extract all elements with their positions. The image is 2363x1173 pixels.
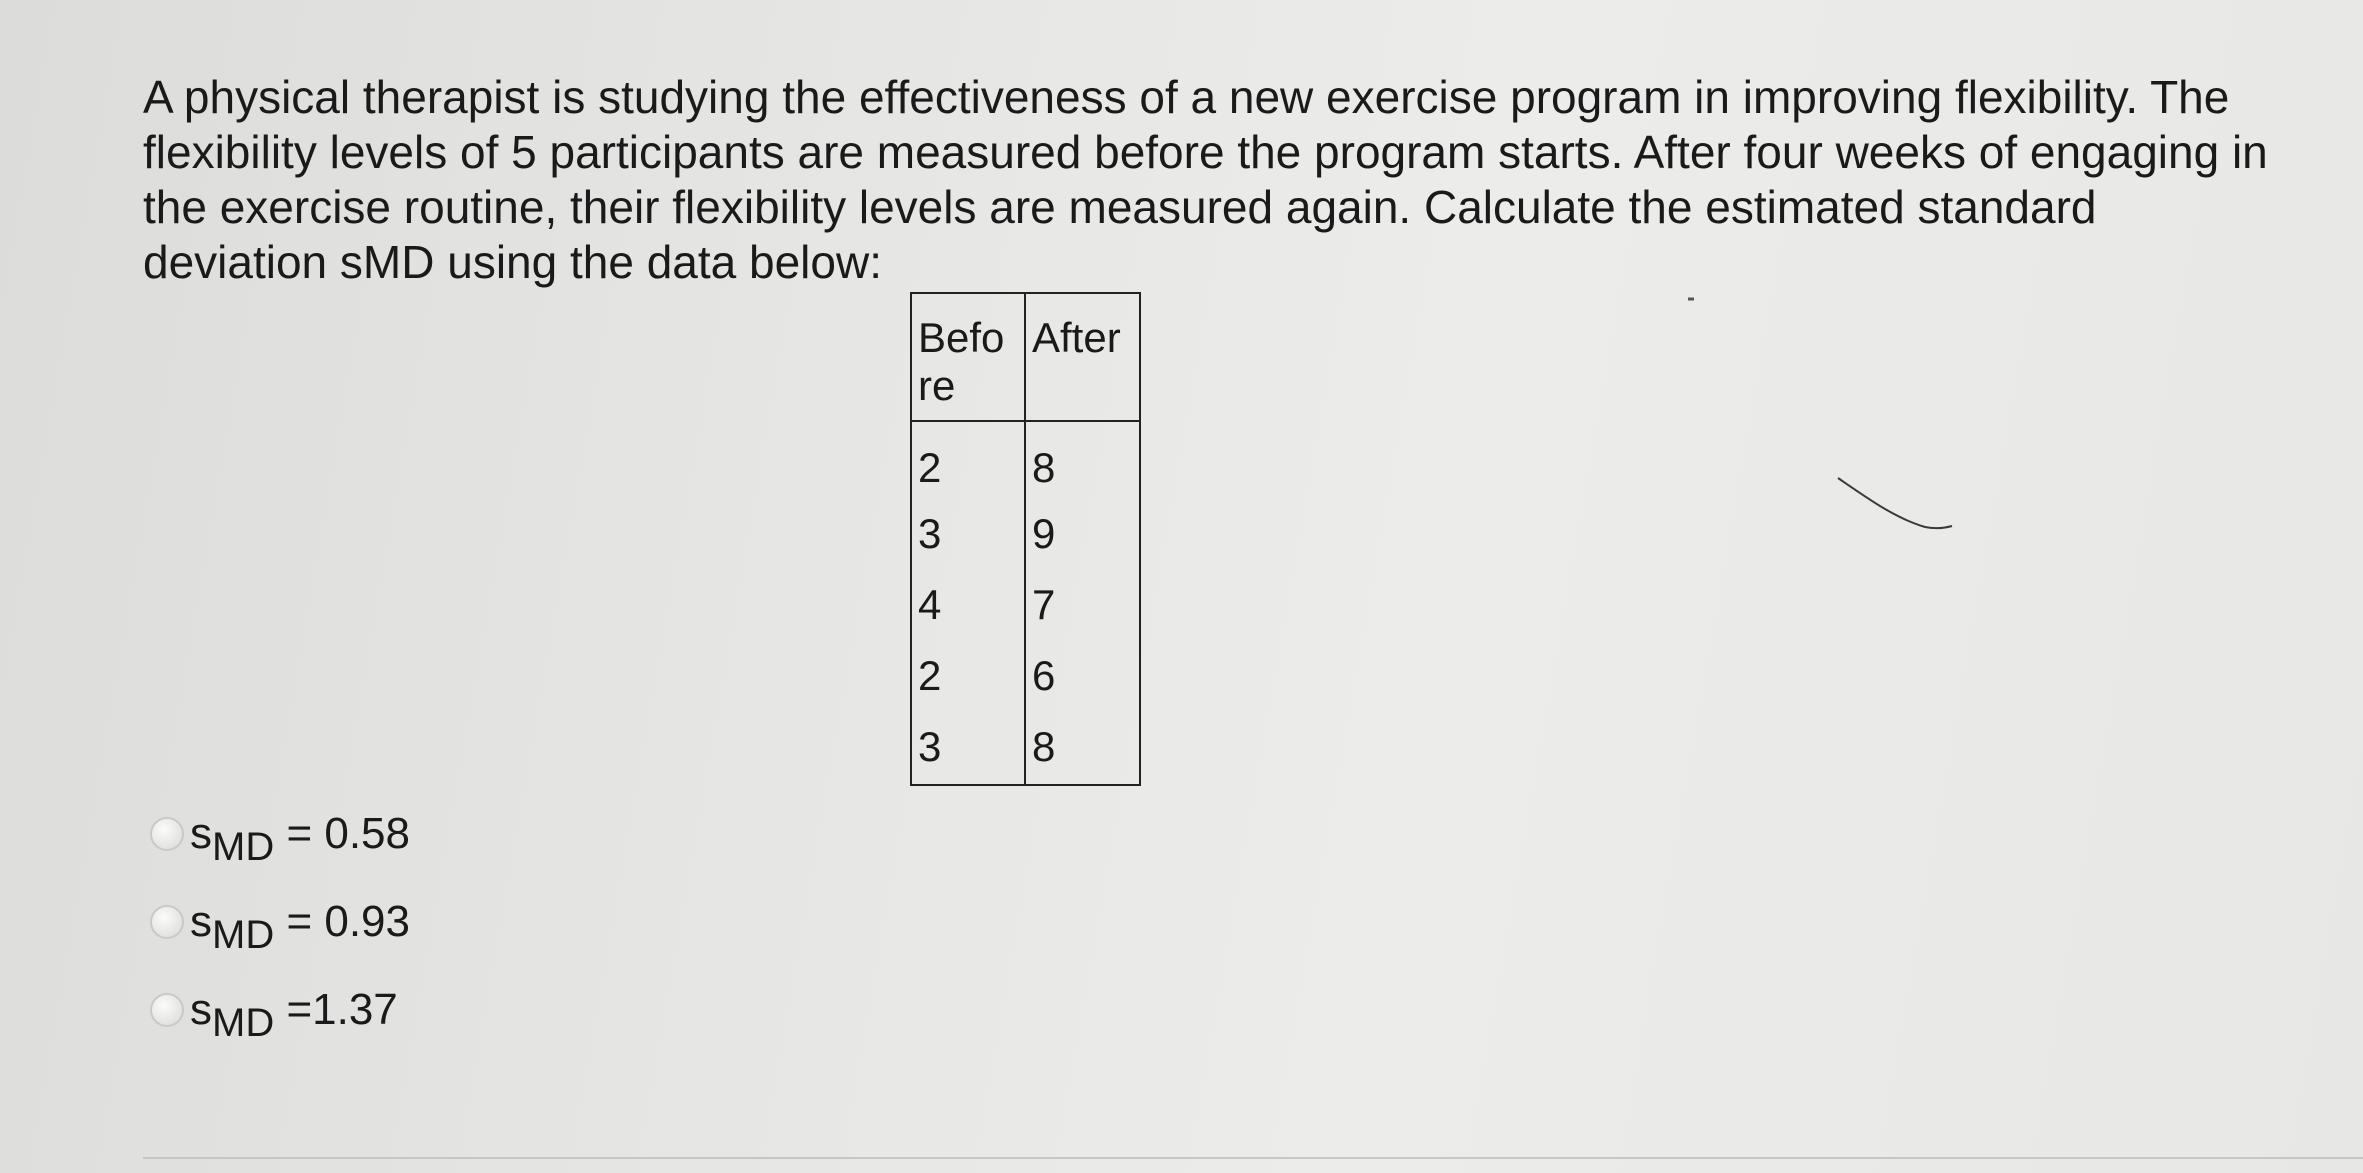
column-header-before: Before (911, 293, 1025, 421)
radio-button-icon[interactable] (150, 905, 184, 939)
bottom-divider (143, 1157, 2363, 1159)
answer-option-label[interactable]: sMD = 0.93 (190, 897, 410, 957)
table-row (911, 638, 1140, 709)
cell-after: 7 (1025, 567, 1140, 638)
answer-option-3[interactable] (150, 966, 410, 1054)
table-row (911, 496, 1140, 567)
cell-after: 6 (1025, 638, 1140, 709)
table-row (911, 421, 1140, 496)
radio-button-icon[interactable] (150, 817, 184, 851)
cell-before: 2 (911, 638, 1025, 709)
answer-options (150, 790, 410, 1054)
cell-before: 4 (911, 567, 1025, 638)
cell-before: 3 (911, 496, 1025, 567)
question-text: A physical therapist is studying the effectiveness of a new exercise program in improving flexibility. The flexibility levels of 5 participants are measured before the program starts. After four weeks of engaging in the exercise routine, their flexibility levels are measured again. Calculate the estimated standard deviation sMD using the data below: (143, 71, 2268, 288)
cell-before: 2 (911, 421, 1025, 496)
answer-option-2[interactable] (150, 878, 410, 966)
cell-after: 8 (1025, 709, 1140, 785)
data-table (910, 292, 1141, 786)
table-row (911, 567, 1140, 638)
table-header-row (911, 293, 1140, 421)
table-row (911, 709, 1140, 785)
answer-option-label[interactable]: sMD =1.37 (190, 985, 398, 1045)
radio-button-icon[interactable] (150, 993, 184, 1027)
answer-option-label[interactable]: sMD = 0.58 (190, 809, 410, 869)
cell-after: 8 (1025, 421, 1140, 496)
cell-after: 9 (1025, 496, 1140, 567)
answer-option-1[interactable] (150, 790, 410, 878)
cell-before: 3 (911, 709, 1025, 785)
column-header-after: After (1025, 293, 1140, 421)
